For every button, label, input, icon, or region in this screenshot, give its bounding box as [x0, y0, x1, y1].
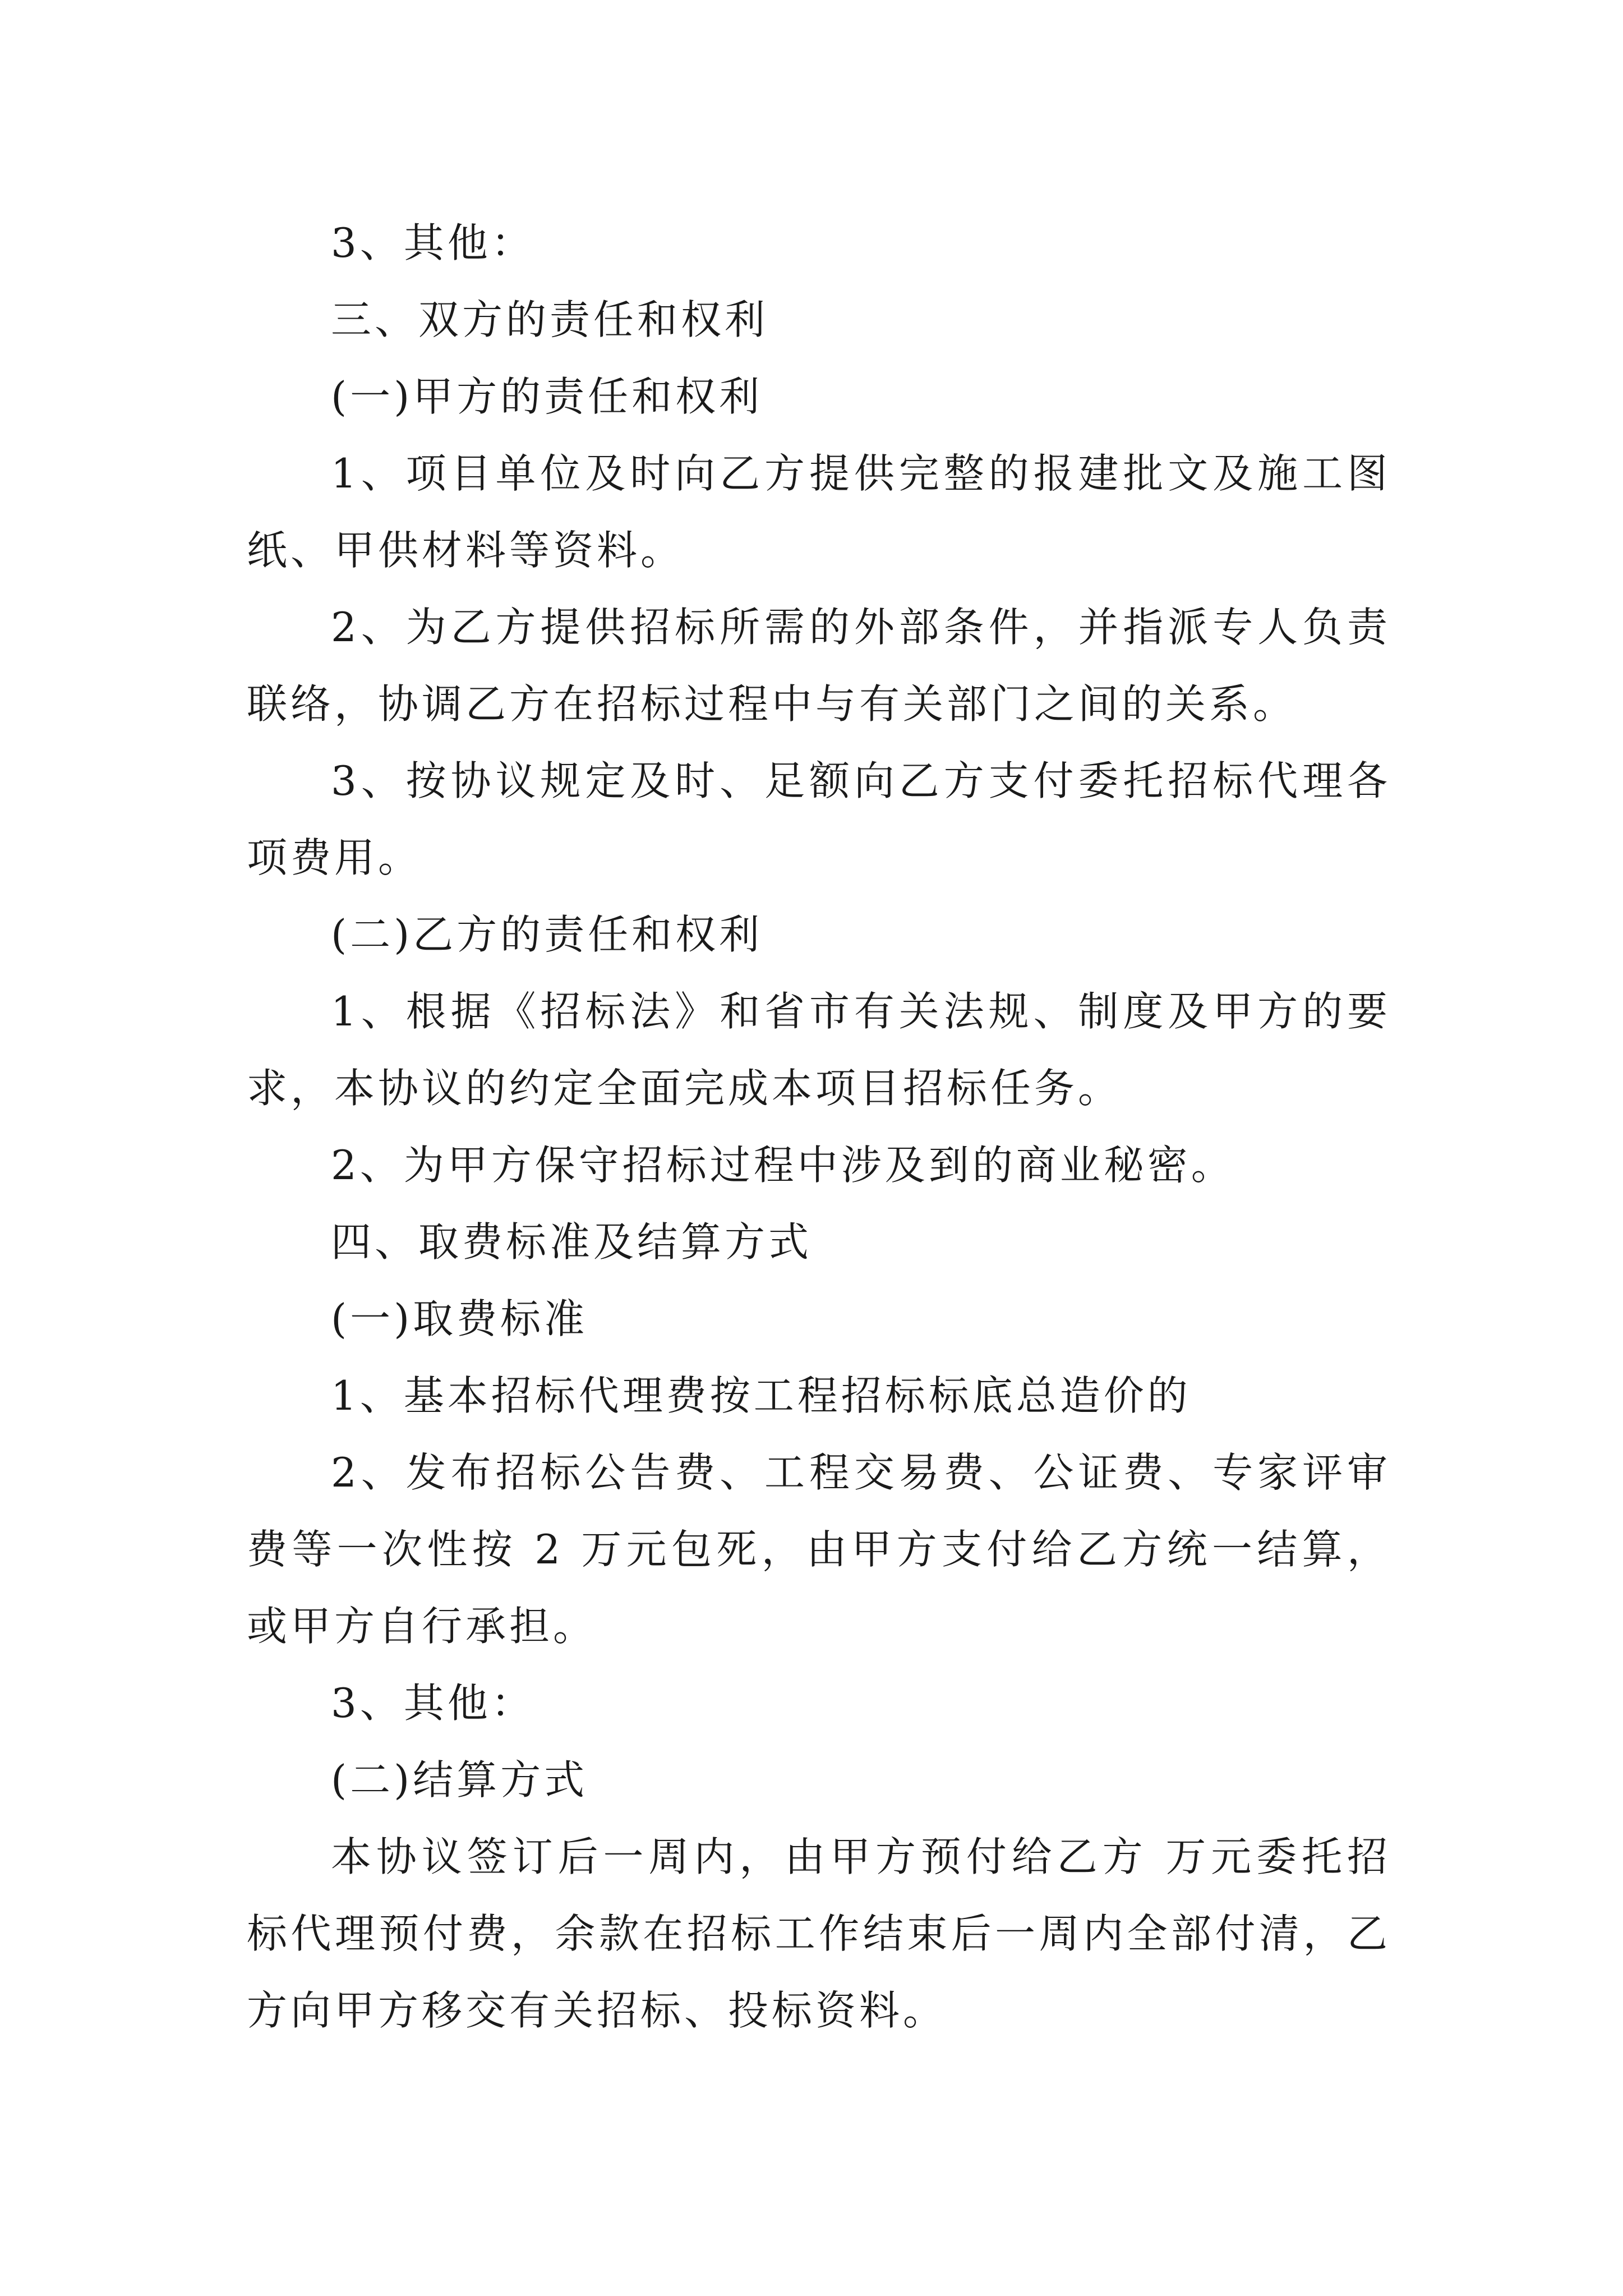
heading-fee-standard: (一)取费标准 — [331, 1295, 588, 1342]
paragraph-fee-2: 2、发布招标公告费、工程交易费、公证费、专家评审费等一次性按 2 万元包死，由甲方支付给乙方统一结算，或甲方自行承担。 — [247, 1449, 1391, 1650]
heading-settlement: (二)结算方式 — [331, 1756, 588, 1803]
paragraph-b-1: 1、根据《招标法》和省市有关法规、制度及甲方的要求，本协议的约定全面完成本项目招标任务。 — [247, 988, 1391, 1112]
heading-section-4: 四、取费标准及结算方式 — [331, 1218, 813, 1266]
paragraph-a-1: 1、项目单位及时向乙方提供完整的报建批文及施工图纸、甲供材料等资料。 — [247, 450, 1391, 574]
paragraph-other-1: 3、其他： — [331, 219, 535, 266]
paragraph-a-3: 3、按协议规定及时、足额向乙方支付委托招标代理各项费用。 — [247, 757, 1391, 881]
paragraph-a-2: 2、为乙方提供招标所需的外部条件，并指派专人负责联络，协调乙方在招标过程中与有关部门之间的关系。 — [247, 604, 1391, 728]
document-body — [247, 205, 1391, 2049]
heading-party-a-rights: (一)甲方的责任和权利 — [331, 373, 763, 420]
heading-section-3: 三、双方的责任和权利 — [331, 296, 769, 343]
paragraph-other-2: 3、其他： — [331, 1680, 535, 1727]
paragraph-fee-1: 1、基本招标代理费按工程招标标底总造价的 — [331, 1372, 1191, 1419]
paragraph-settlement: 本协议签订后一周内，由甲方预付给乙方 万元委托招标代理预付费，余款在招标工作结束后一周内全部付清，乙方向甲方移交有关招标、投标资料。 — [247, 1833, 1391, 2034]
paragraph-b-2: 2、为甲方保守招标过程中涉及到的商业秘密。 — [331, 1142, 1235, 1189]
heading-party-b-rights: (二)乙方的责任和权利 — [331, 911, 763, 958]
